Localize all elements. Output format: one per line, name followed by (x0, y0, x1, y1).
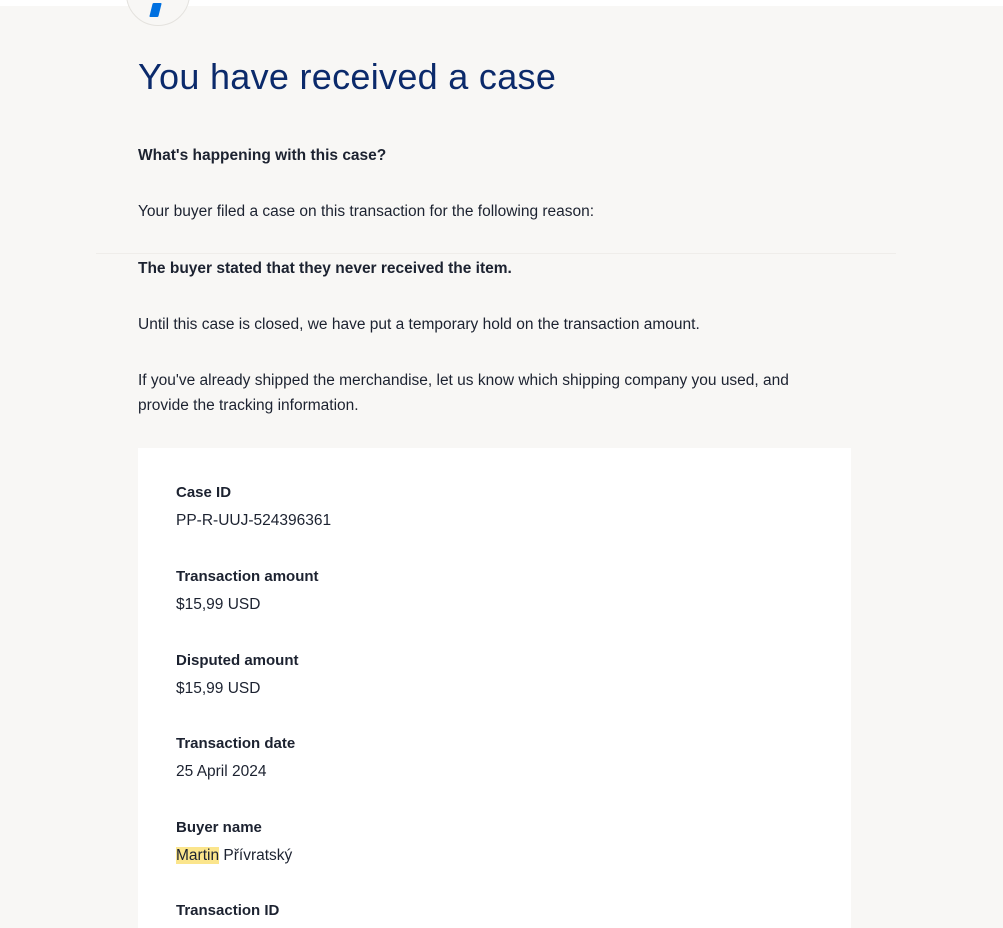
case-question-heading: What's happening with this case? (138, 147, 387, 164)
buyer-first-name: Martin (176, 847, 220, 864)
case-id-label: Case ID (176, 484, 232, 501)
transaction-date-value: 25 April 2024 (176, 763, 267, 780)
transaction-amount-detail (176, 566, 319, 616)
disputed-amount-label: Disputed amount (176, 652, 299, 669)
disputed-amount-detail (176, 650, 299, 700)
shipping-instructions-line-1: If you've already shipped the merchandise, let us know which shipping company you used, and (138, 372, 789, 389)
case-reason-text: The buyer stated that they never received the item. (138, 260, 512, 277)
shipping-instructions-line-2: provide the tracking information. (138, 397, 359, 414)
transaction-date-detail (176, 733, 295, 783)
buyer-name-label: Buyer name (176, 819, 262, 836)
transaction-id-detail (176, 900, 279, 922)
case-details-card (138, 448, 851, 928)
buyer-name-value (176, 845, 292, 867)
disputed-amount-value: $15,99 USD (176, 680, 261, 697)
page-title: You have received a case (138, 56, 557, 97)
case-intro-text: Your buyer filed a case on this transaction for the following reason: (138, 203, 595, 220)
case-id-detail (176, 482, 331, 532)
logo-mark (149, 3, 161, 17)
divider (96, 253, 896, 254)
shipping-instructions-text (138, 368, 789, 418)
paypal-logo-icon (126, 0, 190, 26)
buyer-last-name: Přívratský (223, 847, 293, 864)
transaction-amount-value: $15,99 USD (176, 596, 261, 613)
transaction-id-label: Transaction ID (176, 902, 280, 919)
transaction-date-label: Transaction date (176, 735, 296, 752)
transaction-amount-label: Transaction amount (176, 568, 319, 585)
case-id-value: PP-R-UUJ-524396361 (176, 512, 332, 529)
hold-notice-text: Until this case is closed, we have put a temporary hold on the transaction amount. (138, 316, 700, 333)
buyer-name-detail (176, 817, 292, 867)
